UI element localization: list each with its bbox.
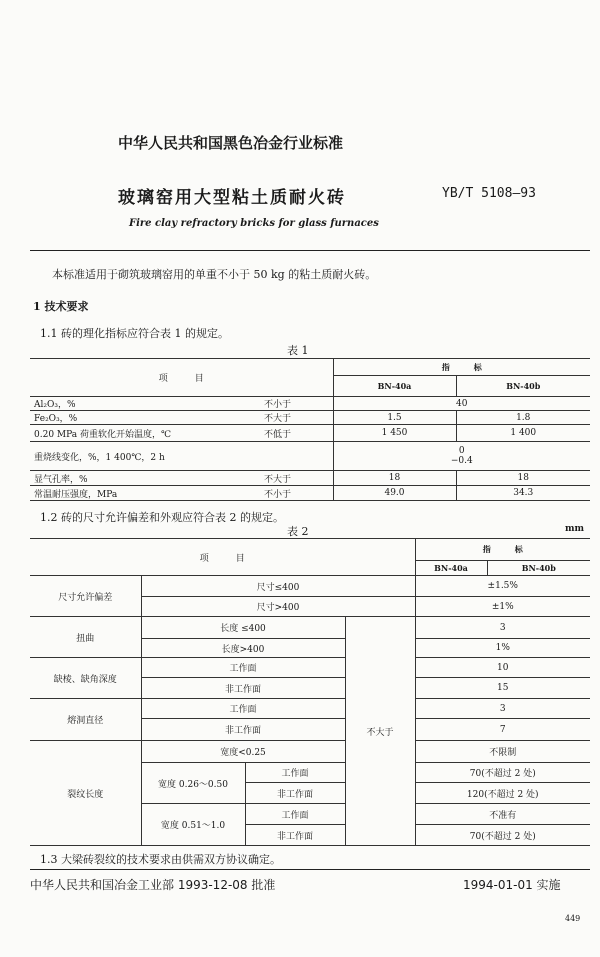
cell: 尺寸≤400 — [141, 576, 415, 597]
table2-caption: 表 2 — [287, 525, 309, 538]
page-number: 449 — [565, 914, 581, 923]
cell: 不小于 — [260, 397, 333, 411]
cell: 70(不超过 2 处) — [415, 763, 590, 783]
cell: 49.0 — [333, 486, 456, 501]
table-row — [30, 471, 590, 486]
t1-col-b: BN-40b — [456, 376, 590, 397]
table-2 — [30, 538, 590, 846]
cell: 非工作面 — [141, 719, 345, 741]
table-row — [30, 425, 590, 442]
cell: 宽度 0.51～1.0 — [141, 804, 245, 846]
cell-line: 0 — [458, 446, 465, 456]
cell: 7 — [415, 719, 590, 741]
cell: 非工作面 — [141, 678, 345, 699]
cell: 70(不超过 2 处) — [415, 825, 590, 846]
cell: 不准有 — [415, 804, 590, 825]
table-row — [30, 442, 590, 471]
cell: ±1% — [415, 597, 590, 617]
t2-item-header: 项 目 — [30, 539, 415, 576]
table-1 — [30, 358, 590, 501]
intro-paragraph: 本标准适用于砌筑玻璃窑用的单重不小于 50 kg 的粘土质耐火砖。 — [52, 268, 377, 281]
t2-col-a: BN-40a — [415, 561, 487, 576]
cell: 尺寸允许偏差 — [30, 576, 141, 617]
approval-date: 中华人民共和国冶金工业部 1993-12-08 批准 — [30, 878, 276, 892]
cell — [260, 442, 333, 471]
standard-code: YB/T 5108—93 — [442, 186, 536, 201]
cell: 显气孔率，% — [30, 471, 260, 486]
cell: 工作面 — [245, 763, 345, 783]
t1-index-header: 指 标 — [333, 359, 590, 376]
cell: 不低于 — [260, 425, 333, 442]
cell: 1 400 — [456, 425, 590, 442]
english-title: Fire clay refractory bricks for glass furnaces — [129, 218, 379, 229]
cell: 1.8 — [456, 411, 590, 425]
footer-divider — [30, 869, 590, 870]
cell: 非工作面 — [245, 825, 345, 846]
cell: 不大于 — [260, 471, 333, 486]
cell: 缺棱、缺角深度 — [30, 658, 141, 699]
t2-index-header: 指 标 — [415, 539, 590, 561]
section-heading: 1 技术要求 — [33, 300, 89, 313]
cell: 裂纹长度 — [30, 741, 141, 846]
cell: 34.3 — [456, 486, 590, 501]
table2-unit: mm — [565, 524, 585, 534]
cell: 3 — [415, 617, 590, 639]
cell: 不大于 — [260, 411, 333, 425]
cell: 1% — [415, 639, 590, 658]
cell: 扭曲 — [30, 617, 141, 658]
cell: 40 — [333, 397, 590, 411]
t1-col-a: BN-40a — [333, 376, 456, 397]
table-row — [30, 411, 590, 425]
cell: 长度 ≤400 — [141, 617, 345, 639]
divider — [30, 250, 590, 251]
cell: 不限制 — [415, 741, 590, 763]
table-row — [30, 397, 590, 411]
cell: 0.20 MPa 荷重软化开始温度，℃ — [30, 425, 260, 442]
effective-date: 1994-01-01 实施 — [463, 878, 561, 892]
cell: 3 — [415, 699, 590, 719]
cell: 工作面 — [141, 699, 345, 719]
table1-caption: 表 1 — [287, 344, 309, 357]
cell: 120(不超过 2 处) — [415, 783, 590, 804]
t2-col-b: BN-40b — [487, 561, 590, 576]
t1-item-header: 项 目 — [30, 359, 333, 397]
cell: 不小于 — [260, 486, 333, 501]
cell: 宽度 0.26～0.50 — [141, 763, 245, 804]
cell: 不大于 — [345, 617, 415, 846]
cell: 常温耐压强度，MPa — [30, 486, 260, 501]
cell: ±1.5% — [415, 576, 590, 597]
cell-line: −0.4 — [450, 456, 473, 466]
cell: 工作面 — [141, 658, 345, 678]
cell: 重烧线变化，%，1 400℃，2 h — [30, 442, 260, 471]
document-title: 玻璃窑用大型粘土质耐火砖 — [118, 188, 346, 208]
cell: 18 — [333, 471, 456, 486]
cell: 长度>400 — [141, 639, 345, 658]
cell: 熔洞直径 — [30, 699, 141, 741]
cell: 15 — [415, 678, 590, 699]
cell: 1.5 — [333, 411, 456, 425]
cell: 非工作面 — [245, 783, 345, 804]
clause-1-1: 1.1 砖的理化指标应符合表 1 的规定。 — [40, 327, 229, 340]
clause-1-3: 1.3 大梁砖裂纹的技术要求由供需双方协议确定。 — [40, 853, 281, 866]
cell — [333, 442, 590, 471]
cell: Al₂O₃，% — [30, 397, 260, 411]
table-row — [30, 486, 590, 501]
cell: 1 450 — [333, 425, 456, 442]
cell: 18 — [456, 471, 590, 486]
industry-standard-heading: 中华人民共和国黑色冶金行业标准 — [118, 134, 344, 152]
cell: 尺寸>400 — [141, 597, 415, 617]
cell: Fe₂O₃，% — [30, 411, 260, 425]
clause-1-2: 1.2 砖的尺寸允许偏差和外观应符合表 2 的规定。 — [40, 511, 284, 524]
cell: 宽度<0.25 — [141, 741, 345, 763]
cell: 10 — [415, 658, 590, 678]
cell: 工作面 — [245, 804, 345, 825]
